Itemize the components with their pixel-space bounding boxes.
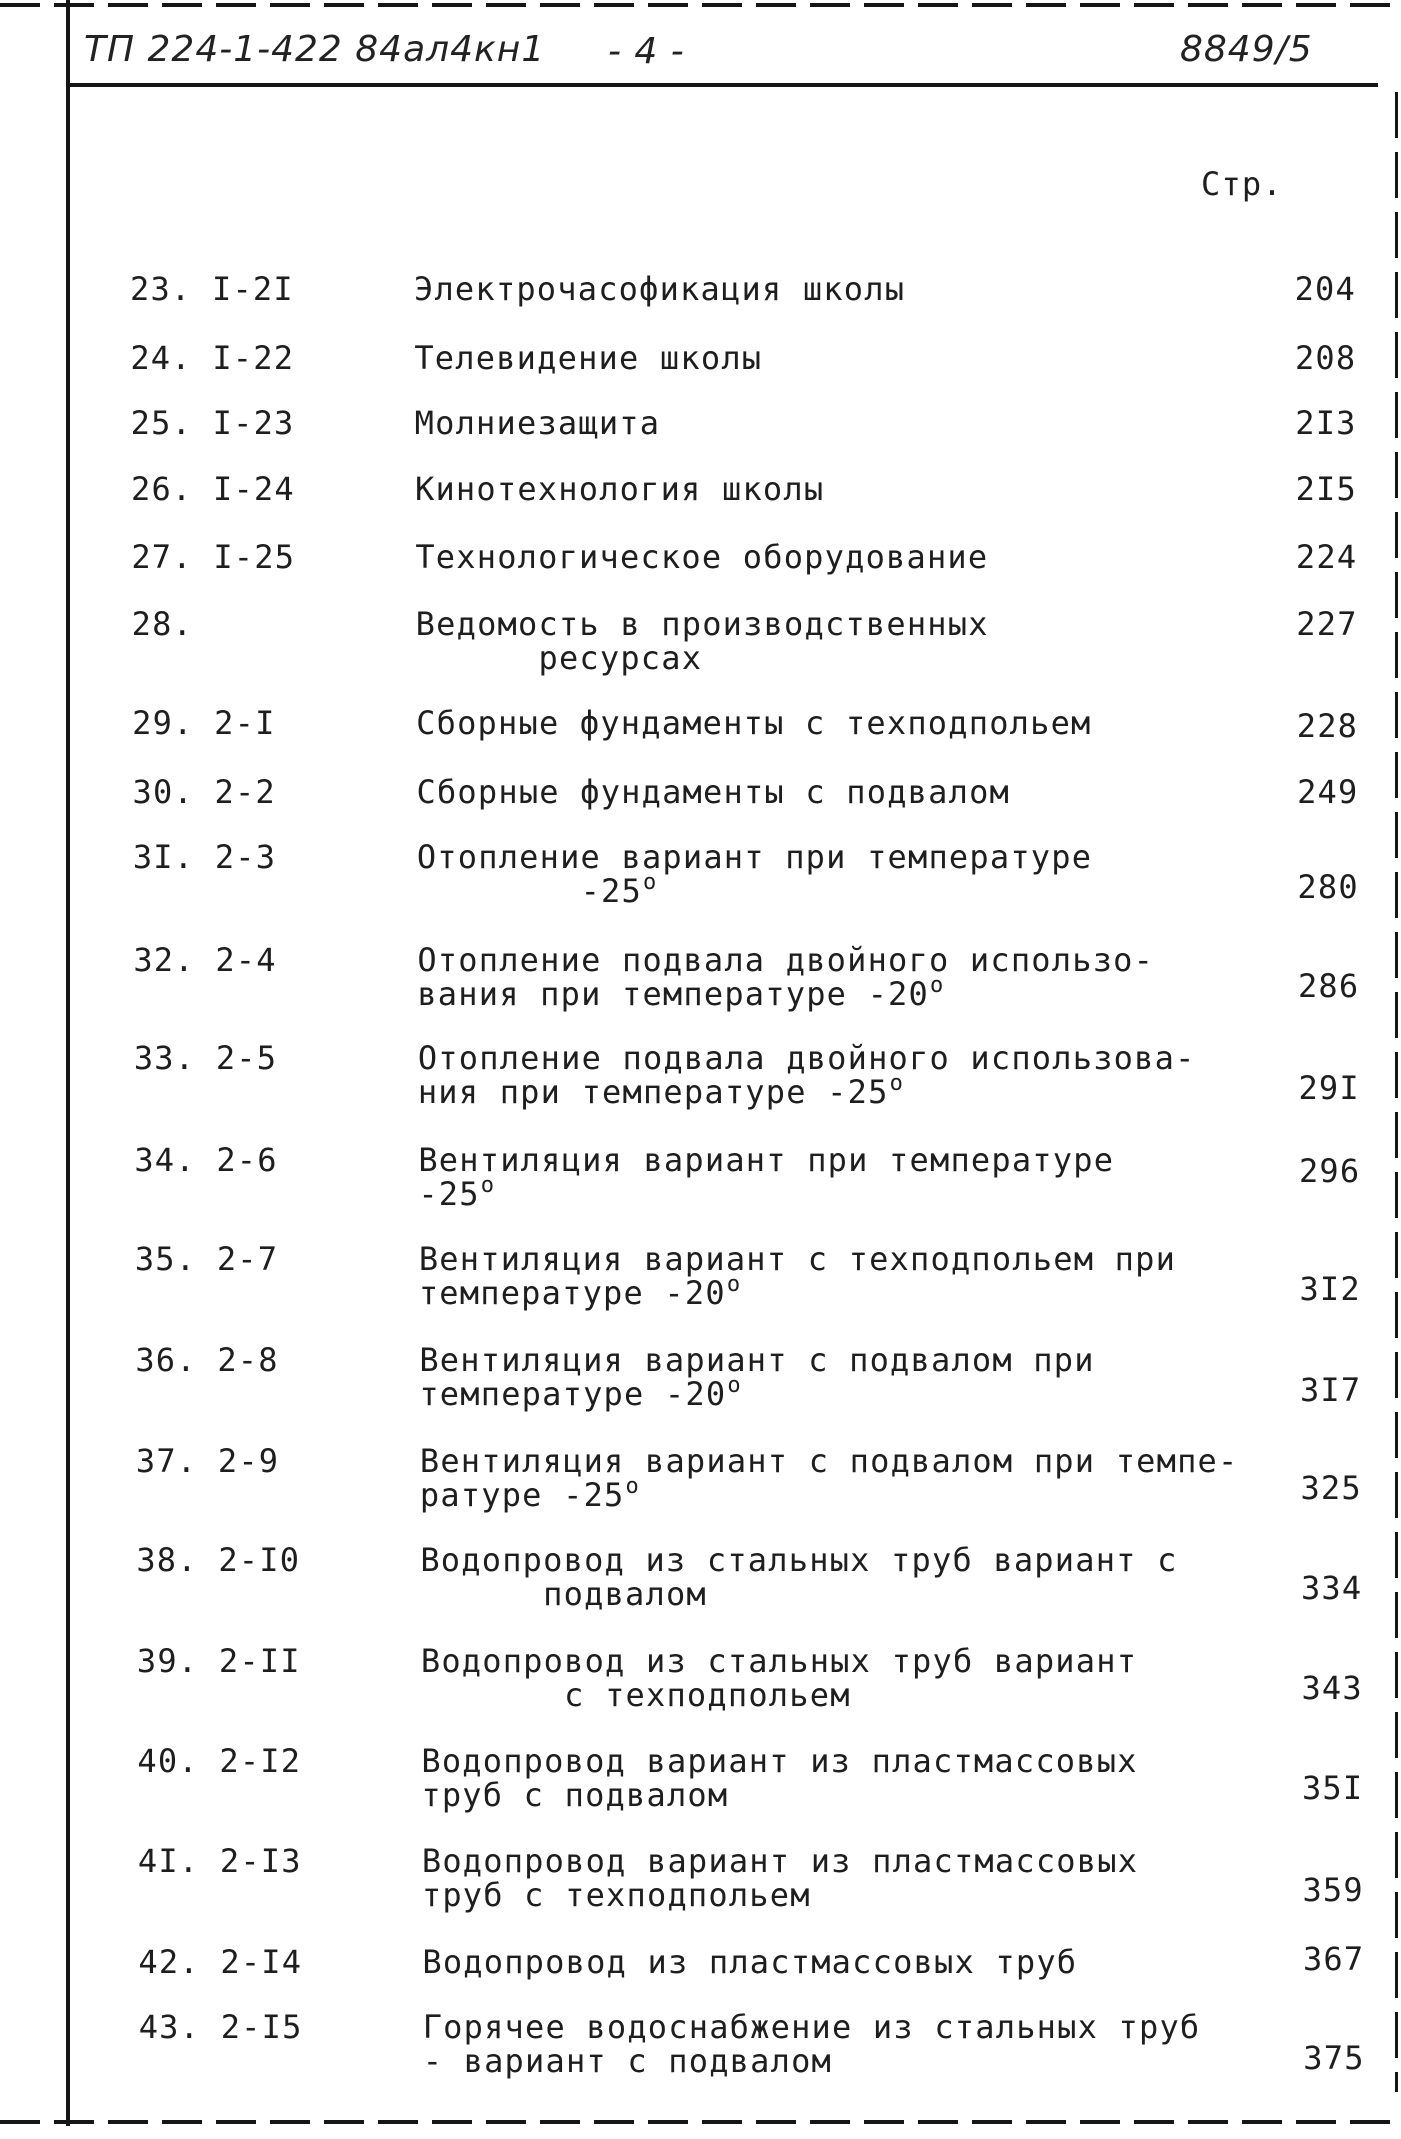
entry-title-text: Отопление подвала двойного использо-	[417, 941, 1155, 979]
toc-entry	[0, 540, 1401, 574]
toc-entry	[0, 472, 1401, 506]
degree-superscript: о	[726, 1272, 741, 1297]
toc-entry	[0, 1842, 1401, 1914]
entry-title-line	[422, 1878, 811, 1912]
toc-entry	[0, 406, 1401, 440]
entry-title-text: с техподпольем	[564, 1676, 851, 1714]
entry-page-number: 375	[1303, 2039, 1365, 2077]
entry-title-text: труб с подвалом	[421, 1776, 729, 1814]
entry-code: 2-II	[218, 1642, 301, 1680]
entry-page-number: 3I7	[1299, 1371, 1362, 1409]
entry-number: 23.	[130, 270, 192, 308]
toc-entry	[0, 1341, 1401, 1413]
header-doc-code: ТП 224-1-422 84ал4кн1	[84, 29, 546, 70]
entry-code: I-24	[213, 470, 295, 508]
entry-number: 37.	[135, 1442, 198, 1480]
header-rule	[66, 83, 1378, 87]
top-border-dashed	[0, 3, 1401, 7]
degree-superscript: о	[727, 1373, 741, 1398]
entry-title-line	[422, 1844, 1138, 1878]
entry-title-line	[417, 973, 944, 1016]
entry-title-line	[415, 472, 824, 506]
entry-title-text: ния при температуре -25	[417, 1073, 889, 1111]
column-header-page: Стр.	[1201, 165, 1283, 203]
entry-title-line	[422, 1945, 1077, 1979]
toc-entry	[0, 1541, 1401, 1613]
header-page-marker: - 4 -	[608, 31, 685, 72]
entry-number: 26.	[131, 470, 193, 508]
entry-code: 2-I2	[219, 1742, 302, 1780]
entry-page-number: 343	[1301, 1669, 1363, 1707]
entry-number: 40.	[137, 1742, 199, 1780]
toc-entry	[0, 838, 1401, 910]
entry-page-number: 296	[1298, 1152, 1361, 1190]
entry-page-number: 367	[1302, 1940, 1365, 1978]
entry-title-line	[423, 2044, 832, 2078]
entry-number: 42.	[138, 1943, 200, 1981]
entry-title-text: Водопровод вариант из пластмассовых	[421, 1842, 1139, 1880]
entry-title-text: Водопровод из пластмассовых труб	[422, 1943, 1078, 1981]
entry-title-line	[418, 1272, 741, 1315]
toc-entry	[0, 605, 1401, 677]
entry-page-number: 359	[1302, 1871, 1364, 1909]
entry-page-number: 280	[1297, 868, 1359, 906]
entry-code: 2-I	[214, 704, 276, 742]
entry-title-text: Молниезащита	[414, 404, 661, 442]
entry-title-text: Сборные фундаменты с техподпольем	[416, 704, 1092, 742]
entry-title-text: Водопровод из стальных труб вариант	[420, 1642, 1138, 1680]
entry-title-text: -25	[418, 1175, 480, 1213]
entry-title-text: Горячее водоснабжение из стальных труб	[422, 2008, 1201, 2046]
entry-title-text: вания при температуре -20	[417, 975, 929, 1013]
entry-page-number: 325	[1300, 1469, 1362, 1507]
entry-title-text: Отопление вариант при температуре	[416, 838, 1093, 876]
entry-page-number: 35I	[1301, 1769, 1364, 1807]
toc-entry	[0, 775, 1401, 809]
entry-number: 28.	[131, 605, 194, 643]
toc-entry	[0, 1742, 1401, 1814]
entry-title-line	[421, 1778, 728, 1812]
degree-superscript: о	[889, 1071, 903, 1096]
entry-title-line	[419, 1343, 1094, 1377]
toc-entry	[0, 1039, 1401, 1111]
entry-title-text: Вентиляция вариант с подвалом при темпе-	[419, 1442, 1239, 1480]
entry-title-line	[564, 1678, 851, 1712]
entry-number: 38.	[136, 1541, 198, 1579]
entry-page-number: 2I3	[1295, 404, 1357, 442]
entry-title-text: температуре -20	[418, 1274, 726, 1312]
entry-code: 2-5	[215, 1039, 278, 1077]
entry-title-text: Отопление подвала двойного использова-	[417, 1039, 1196, 1077]
entry-page-number: 228	[1296, 707, 1359, 745]
entry-number: 4I.	[137, 1842, 200, 1880]
entry-number: 35.	[134, 1240, 197, 1278]
entry-code: 2-4	[215, 941, 277, 979]
entry-title-line	[417, 1071, 903, 1114]
entry-page-number: 227	[1296, 605, 1358, 643]
toc-entry	[0, 2008, 1401, 2080]
entry-title-line	[420, 1444, 1239, 1478]
degree-superscript: о	[929, 973, 944, 998]
entry-code: I-22	[212, 339, 295, 377]
entry-title-line	[543, 1577, 707, 1611]
entry-number: 39.	[136, 1642, 199, 1680]
entry-title-line	[421, 1744, 1137, 1778]
entry-title-line	[417, 775, 1011, 809]
entry-code: 2-9	[217, 1442, 280, 1480]
entry-title-text: ратуре -25	[419, 1476, 625, 1514]
entry-title-line	[419, 1242, 1176, 1276]
entry-code: 2-I4	[220, 1943, 303, 1981]
header-sheet-number: 8849/5	[1180, 29, 1313, 70]
toc-entry	[0, 341, 1401, 375]
entry-number: 34.	[134, 1141, 196, 1179]
degree-superscript: о	[643, 870, 657, 895]
entry-title-line	[423, 2010, 1201, 2044]
entry-title-text: Ведомость в производственных	[415, 605, 989, 643]
degree-superscript: о	[625, 1474, 639, 1499]
entry-code: 2-8	[217, 1341, 279, 1379]
entry-title-text: труб с техподпольем	[421, 1876, 811, 1914]
right-border-dashed	[1395, 92, 1398, 2092]
entry-code: I-25	[213, 538, 296, 576]
entry-title-text: Водопровод из стальных труб вариант с	[420, 1541, 1178, 1579]
entry-number: 24.	[130, 339, 192, 377]
entry-page-number: 29I	[1298, 1069, 1360, 1107]
entry-title-line	[416, 607, 989, 641]
toc-entry	[0, 272, 1401, 306]
entry-page-number: 249	[1297, 773, 1359, 811]
entry-title-text: подвалом	[543, 1575, 707, 1613]
entry-title-text: Сборные фундаменты с подвалом	[416, 773, 1011, 811]
entry-number: 36.	[135, 1341, 197, 1379]
entry-title-line	[418, 1041, 1196, 1075]
entry-code: 2-I5	[220, 2008, 303, 2046]
entry-title-text: ресурсах	[538, 639, 703, 677]
entry-title-line	[418, 1173, 494, 1216]
entry-number: 3I.	[132, 838, 195, 876]
entry-page-number: 3I2	[1299, 1270, 1361, 1308]
toc-entry	[0, 1442, 1401, 1514]
entry-code: I-2I	[212, 270, 294, 308]
entry-title-line	[418, 1143, 1114, 1177]
toc-entry	[0, 941, 1401, 1013]
entry-number: 27.	[131, 538, 193, 576]
entry-title-text: температуре -20	[419, 1375, 727, 1413]
entry-title-text: - вариант с подвалом	[422, 2042, 832, 2080]
entry-number: 43.	[138, 2008, 201, 2046]
entry-title-line	[419, 1474, 639, 1517]
entry-title-line	[415, 406, 661, 440]
entry-title-line	[415, 540, 988, 574]
entry-code: 2-7	[216, 1240, 279, 1278]
entry-page-number: 334	[1300, 1569, 1363, 1607]
entry-title-text: Технологическое оборудование	[415, 538, 989, 576]
entry-title-text: Водопровод вариант из пластмассовых	[421, 1742, 1138, 1780]
entry-number: 33.	[133, 1039, 196, 1077]
entry-code: 2-I3	[219, 1842, 302, 1880]
entry-code: 2-3	[214, 838, 277, 876]
entry-code: 2-6	[216, 1141, 278, 1179]
entry-number: 30.	[132, 773, 194, 811]
entry-page-number: 208	[1294, 339, 1357, 377]
entry-title-text: Вентиляция вариант при температуре	[418, 1141, 1115, 1179]
entry-number: 29.	[132, 704, 194, 742]
toc-entry	[0, 1642, 1401, 1714]
toc-entry	[0, 1940, 1401, 1981]
entry-number: 32.	[133, 941, 195, 979]
toc-entry	[0, 704, 1401, 745]
entry-title-line	[414, 341, 762, 375]
entry-title-text: Телевидение школы	[414, 339, 763, 377]
entry-title-line	[417, 943, 1154, 977]
entry-title-line	[421, 1644, 1137, 1678]
entry-title-line	[417, 840, 1092, 874]
degree-superscript: о	[480, 1173, 494, 1198]
entry-page-number: 224	[1295, 538, 1358, 576]
entry-title-line	[420, 1543, 1177, 1577]
entry-title-text: Кинотехнология школы	[415, 470, 825, 508]
entry-code: 2-2	[214, 773, 276, 811]
entry-title-text: Вентиляция вариант с подвалом при	[419, 1341, 1095, 1379]
entry-title-line	[419, 1373, 741, 1416]
entry-title-line	[414, 272, 905, 306]
bottom-border-dashed	[0, 2120, 1401, 2124]
entry-title-line	[580, 870, 657, 913]
toc-entry	[0, 1240, 1401, 1312]
toc-entry	[0, 1141, 1401, 1213]
entry-title-text: -25	[580, 872, 642, 910]
entry-code: 2-I0	[218, 1541, 301, 1579]
entry-page-number: 204	[1294, 270, 1356, 308]
entry-number: 25.	[130, 404, 193, 442]
entry-title-line	[538, 641, 702, 675]
entry-code: I-23	[212, 404, 295, 442]
entry-title-text: Вентиляция вариант с техподпольем при	[418, 1240, 1177, 1278]
entry-title-line	[416, 706, 1091, 740]
entry-page-number: 286	[1297, 967, 1360, 1005]
entry-page-number: 2I5	[1295, 470, 1357, 508]
entry-title-text: Электрочасофикация школы	[414, 270, 906, 308]
